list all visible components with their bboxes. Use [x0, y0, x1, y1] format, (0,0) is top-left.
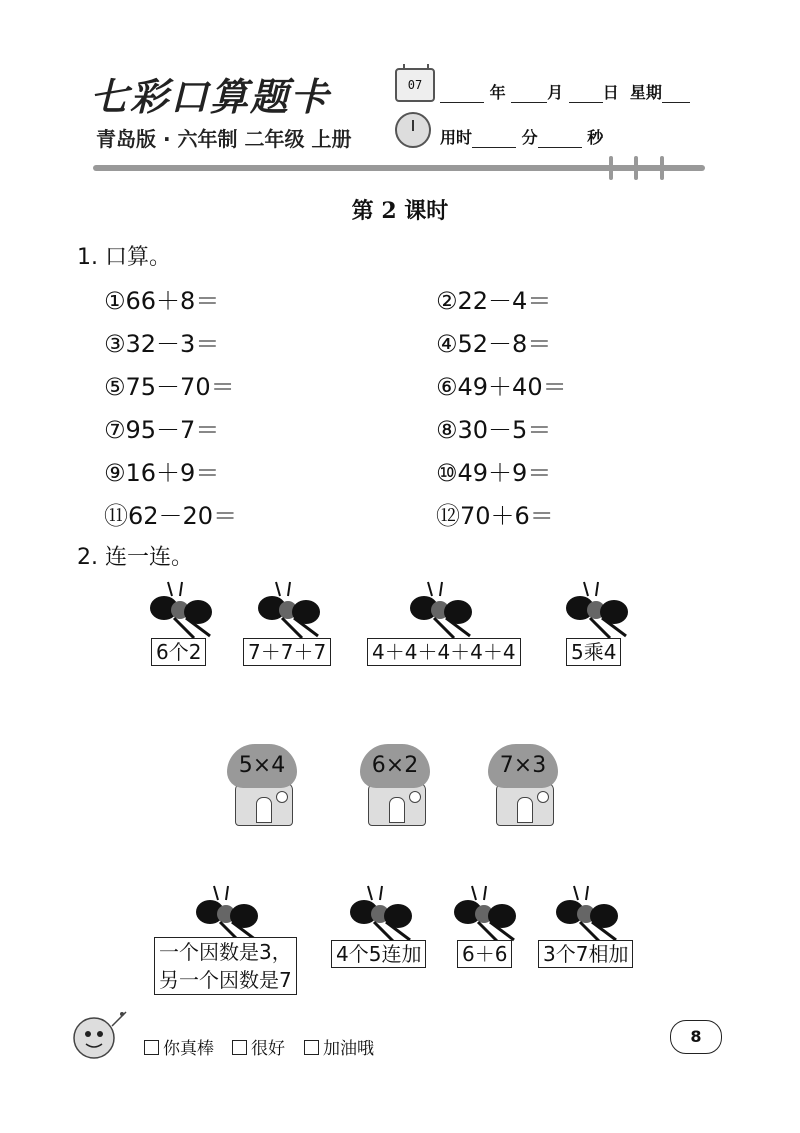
match-card-top[interactable]: 5乘4 — [566, 638, 621, 666]
weekday-blank[interactable] — [662, 88, 690, 103]
weekday-label: 星期 — [629, 83, 662, 102]
time-label: 用时 — [440, 128, 473, 147]
year-label: 年 — [489, 83, 506, 102]
seconds-label: 秒 — [587, 128, 604, 147]
mushroom-house[interactable] — [225, 744, 299, 828]
ant-icon — [566, 580, 638, 640]
seconds-blank[interactable] — [538, 133, 582, 148]
rating-label: 很好 — [251, 1039, 285, 1059]
calc-item: ①66＋8＝ — [104, 287, 220, 315]
calc-item: ⑪62－20＝ — [104, 502, 238, 530]
month-label: 月 — [547, 83, 564, 102]
day-blank[interactable] — [569, 88, 603, 103]
rating-option[interactable] — [304, 1034, 374, 1059]
door-icon — [517, 797, 533, 823]
door-icon — [256, 797, 272, 823]
window-icon — [276, 791, 288, 803]
date-fields — [440, 80, 690, 103]
calendar-number: 07 — [407, 78, 423, 92]
ant-icon — [350, 884, 422, 944]
month-blank[interactable] — [511, 88, 547, 103]
house-label: 5×4 — [227, 744, 297, 788]
rating-label: 加油哦 — [323, 1039, 374, 1059]
calc-item: ⑩49＋9＝ — [436, 459, 552, 487]
header-divider — [93, 165, 705, 171]
checkbox[interactable] — [232, 1040, 247, 1055]
calc-item: ⑫70＋6＝ — [436, 502, 554, 530]
lesson-title: 第 2 课时 — [351, 198, 449, 224]
calc-item: ⑨16＋9＝ — [104, 459, 220, 487]
mascot-icon — [68, 1008, 130, 1068]
calc-item: ⑤75－70＝ — [104, 373, 235, 401]
house-base — [235, 782, 293, 826]
rating-option[interactable] — [144, 1034, 214, 1059]
calc-item: ⑧30－5＝ — [436, 416, 552, 444]
door-icon — [389, 797, 405, 823]
time-fields — [440, 125, 603, 148]
calendar-icon — [395, 68, 435, 102]
house-base — [368, 782, 426, 826]
match-card-bottom[interactable] — [154, 937, 297, 995]
window-icon — [537, 791, 549, 803]
house-base — [496, 782, 554, 826]
match-card-bottom[interactable]: 4个5连加 — [331, 940, 426, 968]
binder-ring — [634, 156, 638, 180]
ant-icon — [258, 580, 330, 640]
rating-label: 你真棒 — [163, 1039, 214, 1059]
calc-item: ②22－4＝ — [436, 287, 552, 315]
rating-option[interactable] — [232, 1034, 285, 1059]
match-card-bottom[interactable]: 3个7相加 — [538, 940, 633, 968]
ant-icon — [410, 580, 482, 640]
calc-item: ④52－8＝ — [436, 330, 552, 358]
house-label: 7×3 — [488, 744, 558, 788]
page-number: 8 — [670, 1020, 722, 1054]
question-2-title: 2. 连一连。 — [77, 545, 193, 570]
window-icon — [409, 791, 421, 803]
mushroom-house[interactable] — [358, 744, 432, 828]
match-card-top[interactable]: 6个2 — [151, 638, 206, 666]
calc-item: ⑥49＋40＝ — [436, 373, 567, 401]
clock-icon — [395, 112, 431, 148]
match-card-bottom[interactable]: 6＋6 — [457, 940, 512, 968]
match-card-top[interactable]: 4＋4＋4＋4＋4 — [367, 638, 521, 666]
brand-title: 七彩口算题卡 — [90, 75, 331, 119]
ant-icon — [556, 884, 628, 944]
day-label: 日 — [602, 83, 619, 102]
year-blank[interactable] — [440, 88, 484, 103]
calc-item: ③32－3＝ — [104, 330, 220, 358]
question-1-title: 1. 口算。 — [77, 245, 171, 270]
house-label: 6×2 — [360, 744, 430, 788]
edition-subtitle: 青岛版 · 六年制 二年级 上册 — [96, 127, 352, 151]
ant-icon — [196, 884, 268, 944]
mushroom-house[interactable] — [486, 744, 560, 828]
calc-item: ⑦95－7＝ — [104, 416, 220, 444]
binder-ring — [660, 156, 664, 180]
checkbox[interactable] — [304, 1040, 319, 1055]
card-line: 一个因数是3， — [159, 940, 292, 964]
minutes-blank[interactable] — [472, 133, 516, 148]
match-card-top[interactable]: 7＋7＋7 — [243, 638, 331, 666]
binder-ring — [609, 156, 613, 180]
ant-icon — [150, 580, 222, 640]
ant-icon — [454, 884, 526, 944]
minutes-label: 分 — [521, 128, 538, 147]
checkbox[interactable] — [144, 1040, 159, 1055]
card-line: 另一个因数是7 — [159, 968, 292, 992]
